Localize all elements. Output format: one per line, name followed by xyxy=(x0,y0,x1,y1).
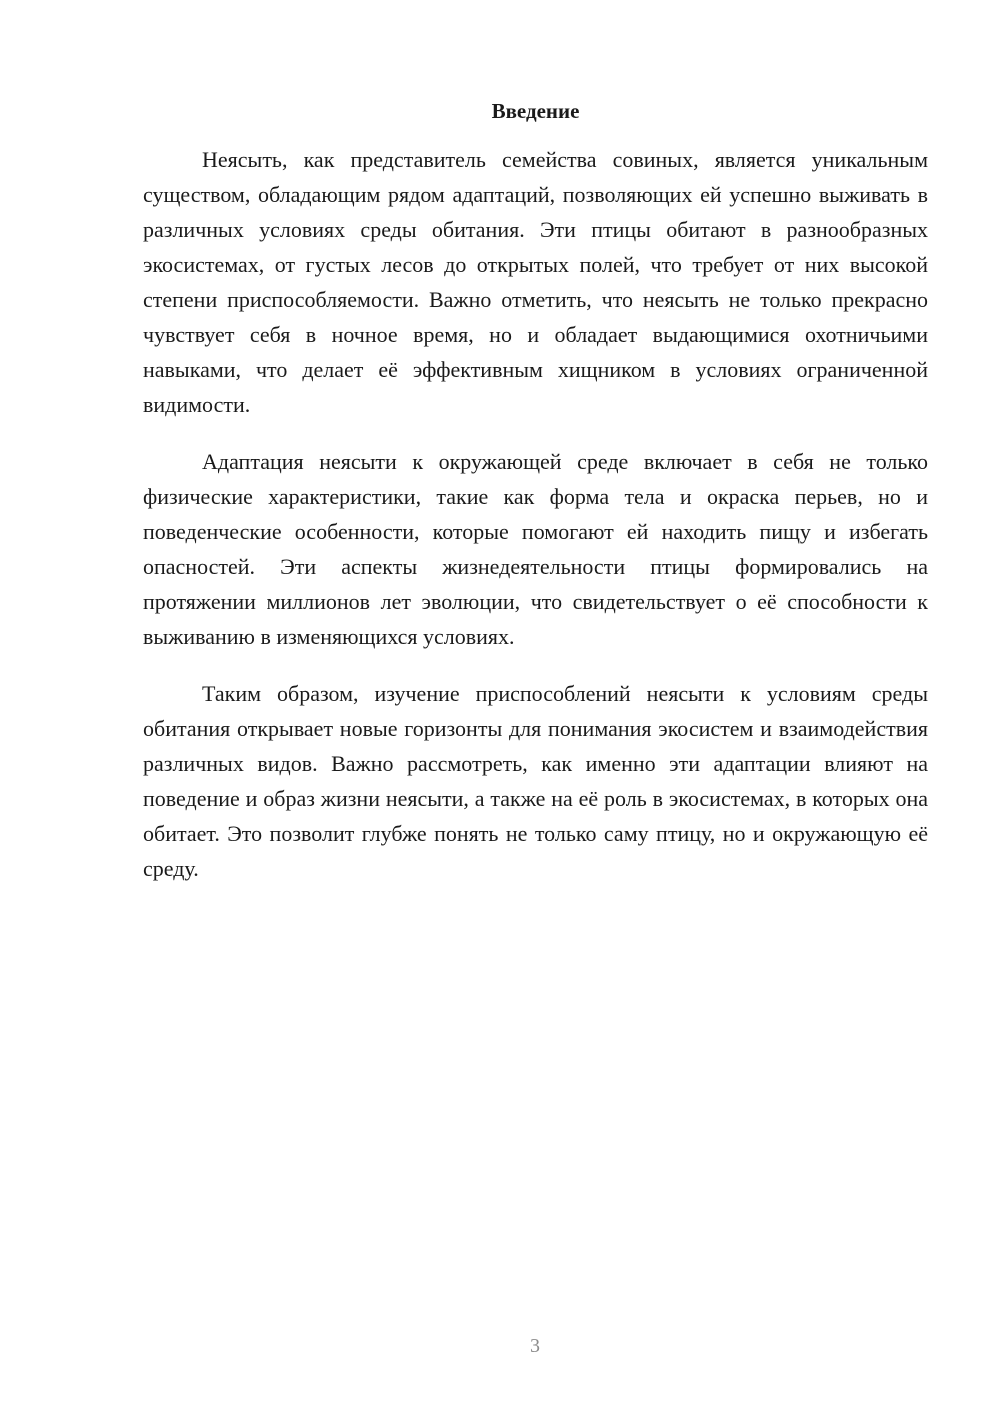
paragraph-2: Адаптация неясыти к окружающей среде включает в себя не только физические характеристики, такие как форма тела и окраска перьев, но и поведенческие особенности, которые помогают ей находить пищу и избегать опасностей. Эти аспекты жизнедеятельности птицы формировались на протяжении миллионов лет эволюции, что свидетельствует о её способности к выживанию в изменяющихся условиях. xyxy=(143,449,928,649)
body-text xyxy=(143,142,928,908)
paragraph-3: Таким образом, изучение приспособлений неясыти к условиям среды обитания открывает новые горизонты для понимания экосистем и взаимодействия различных видов. Важно рассмотреть, как именно эти адаптации влияют на поведение и образ жизни неясыти, а также на её роль в экосистемах, в которых она обитает. Это позволит глубже понять не только саму птицу, но и окружающую её среду. xyxy=(143,681,928,881)
page-number: 3 xyxy=(530,1335,540,1357)
section-heading: Введение xyxy=(491,99,580,123)
paragraph-1: Неясыть, как представитель семейства совиных, является уникальным существом, обладающим рядом адаптаций, позволяющих ей успешно выживать в различных условиях среды обитания. Эти птицы обитают в разнообразных экосистемах, от густых лесов до открытых полей, что требует от них высокой степени приспособляемости. Важно отметить, что неясыть не только прекрасно чувствует себя в ночное время, но и обладает выдающимися охотничьими навыками, что делает её эффективным хищником в условиях ограниченной видимости. xyxy=(143,147,928,417)
